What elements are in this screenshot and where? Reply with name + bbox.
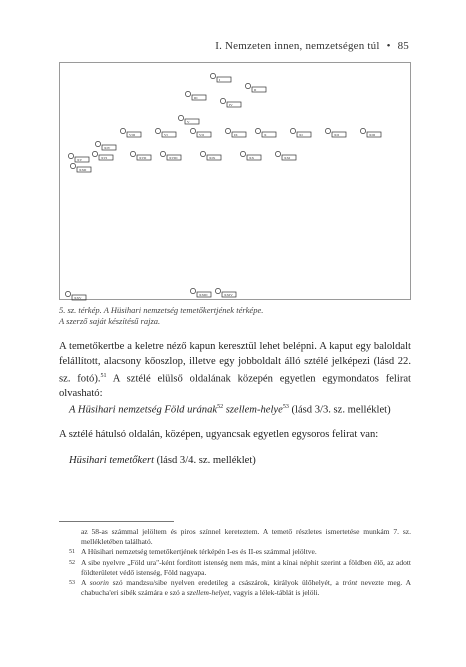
grave-marker — [200, 151, 221, 160]
grave-label: VI — [164, 133, 168, 137]
footnote-52-text: A sibe nyelvre „Föld ura"-ként fordított istenség nem más, mint a kínai néphit szerint a földben élő, az adott földterületet védő istenség, Föld nagyapa. — [81, 557, 411, 577]
grave-label: XV — [77, 158, 83, 162]
grave-circle — [225, 128, 230, 133]
cemetery-map-drawing — [60, 63, 412, 301]
grave-label: II — [254, 88, 257, 92]
paragraph-1-text-after: A sztélé elülső oldalának közepén egyetlen egymondatos felirat olvasható: — [59, 373, 411, 400]
grave-marker — [210, 73, 231, 82]
inscription-front-text-b: szellem-helye — [223, 404, 283, 416]
grave-marker — [290, 128, 311, 137]
grave-label: XXV — [74, 296, 82, 300]
grave-marker — [225, 128, 246, 137]
grave-label: XIX — [209, 156, 216, 160]
chapter-title: I. Nemzeten innen, nemzetségen túl — [215, 40, 380, 52]
grave-circle — [68, 153, 73, 158]
grave-circle — [65, 291, 70, 296]
footnote-ref-52: 52 — [217, 404, 224, 410]
grave-label: XXIV — [224, 293, 233, 297]
grave-label: III — [194, 96, 198, 100]
grave-marker — [255, 128, 276, 137]
inscription-front-text-a: A Hüsihari nemzetség Föld urának — [69, 404, 218, 416]
paragraph-1 — [59, 340, 411, 402]
grave-marker — [92, 151, 113, 160]
grave-marker — [215, 288, 236, 297]
footnote-51-number: 51 — [69, 549, 75, 556]
grave-marker — [70, 163, 91, 172]
inscription-front-reference: (lásd 3/3. sz. melléklet) — [288, 404, 391, 416]
grave-marker — [130, 151, 151, 160]
grave-label: X — [264, 133, 267, 137]
header-bullet: • — [386, 40, 391, 52]
footnote-52-number: 52 — [69, 559, 75, 566]
grave-label: XVIII — [169, 156, 178, 160]
grave-circle — [275, 151, 280, 156]
grave-circle — [190, 288, 195, 293]
grave-marker — [240, 151, 261, 160]
grave-marker — [95, 141, 116, 150]
inscription-back-text: Hüsihari temetőkert — [69, 455, 155, 466]
page-number: 85 — [397, 40, 409, 52]
grave-marker — [360, 128, 381, 137]
grave-marker — [185, 91, 206, 100]
grave-label: VII — [199, 133, 204, 137]
footnote-51 — [59, 547, 411, 557]
grave-label: VIII — [129, 133, 136, 137]
grave-marker — [245, 83, 266, 92]
grave-circle — [130, 151, 135, 156]
grave-marker — [178, 115, 199, 124]
footnote-divider — [59, 521, 174, 522]
inscription-back — [69, 455, 256, 466]
grave-label: XIV — [104, 146, 111, 150]
grave-label: I — [219, 78, 221, 82]
grave-label: XXI — [284, 156, 291, 160]
paragraph-2: A sztélé hátulsó oldalán, középen, ugyancsak egyetlen egysoros felirat van: — [59, 429, 379, 440]
running-header — [0, 40, 409, 52]
grave-circle — [290, 128, 295, 133]
footnote-ref-53: 53 — [282, 404, 289, 410]
grave-label: XXIII — [199, 293, 208, 297]
grave-circle — [215, 288, 220, 293]
footnote-continuation: az 58-as számmal jelöltem és piros színnel kereteztem. A temető részletes ismertetése munkám 7. sz. mellékletében található. — [81, 527, 411, 547]
paragraph-1-text: A temetőkertbe a keletre néző kapun keresztül lehet belépni. A kaput egy baloldalt felállított, alacsony kőoszlop, illetve egy jobboldalt álló sztélé jelképezi (lásd 22. sz. fotó). — [59, 341, 411, 385]
grave-circle — [92, 151, 97, 156]
grave-circle — [325, 128, 330, 133]
grave-label: IX — [234, 133, 238, 137]
grave-marker — [220, 98, 241, 107]
grave-marker — [160, 151, 181, 160]
footnote-ref-51: 51 — [100, 373, 107, 379]
footnote-53-number: 53 — [69, 580, 75, 587]
grave-circle — [120, 128, 125, 133]
grave-circle — [70, 163, 75, 168]
grave-circle — [255, 128, 260, 133]
grave-circle — [155, 128, 160, 133]
grave-marker — [65, 291, 86, 300]
grave-label: XVI — [101, 156, 108, 160]
grave-label: XXII — [79, 168, 87, 172]
grave-label: XI — [299, 133, 303, 137]
grave-marker — [155, 128, 176, 137]
inscription-front — [69, 404, 391, 416]
grave-circle — [240, 151, 245, 156]
footnote-52 — [59, 558, 411, 578]
footnotes — [59, 527, 411, 598]
figure-caption — [59, 305, 411, 327]
footnote-53-text-d: , vagyis a lélek-táblát is jelöli. — [229, 588, 320, 598]
footnote-53-italic-a: soorin — [89, 578, 109, 588]
grave-label: XVII — [139, 156, 147, 160]
grave-circle — [210, 73, 215, 78]
grave-circle — [245, 83, 250, 88]
grave-circle — [190, 128, 195, 133]
grave-label: XII — [334, 133, 339, 137]
grave-marker — [325, 128, 346, 137]
grave-circle — [160, 151, 165, 156]
grave-label: XX — [249, 156, 255, 160]
footnote-53-text-b: szó mandzsu/sibe nyelven eredetileg a császárok, királyok ülőhelyét, a — [108, 578, 343, 588]
grave-marker — [275, 151, 296, 160]
caption-line-1: 5. sz. térkép. A Hüsihari nemzetség temetőkertjének térképe. — [59, 305, 264, 315]
grave-label: V — [187, 120, 190, 124]
cemetery-map — [59, 62, 411, 300]
grave-circle — [178, 115, 183, 120]
grave-marker — [120, 128, 141, 137]
grave-circle — [200, 151, 205, 156]
grave-circle — [185, 91, 190, 96]
footnote-53-italic-b: trónt — [342, 578, 358, 588]
grave-marker — [190, 128, 211, 137]
footnote-53 — [59, 578, 411, 598]
footnote-53-italic-c: szellem-helyet — [186, 588, 230, 598]
grave-label: XIII — [369, 133, 376, 137]
caption-line-2: A szerző saját készítésű rajza. — [59, 316, 161, 326]
footnote-53-text-c: nevezte meg. A chabucha'eri sibék számára e szó a — [81, 578, 411, 598]
footnote-51-text: A Hüsihari nemzetség temetőkertjének térképén I-es és II-es számmal jelöltve. — [81, 547, 317, 557]
footnote-53-text-a: A — [81, 578, 90, 588]
grave-circle — [95, 141, 100, 146]
grave-circle — [360, 128, 365, 133]
grave-label: IV — [229, 103, 233, 107]
grave-marker — [190, 288, 211, 297]
grave-marker — [68, 153, 89, 162]
inscription-back-reference: (lásd 3/4. sz. melléklet) — [154, 455, 256, 466]
grave-circle — [220, 98, 225, 103]
